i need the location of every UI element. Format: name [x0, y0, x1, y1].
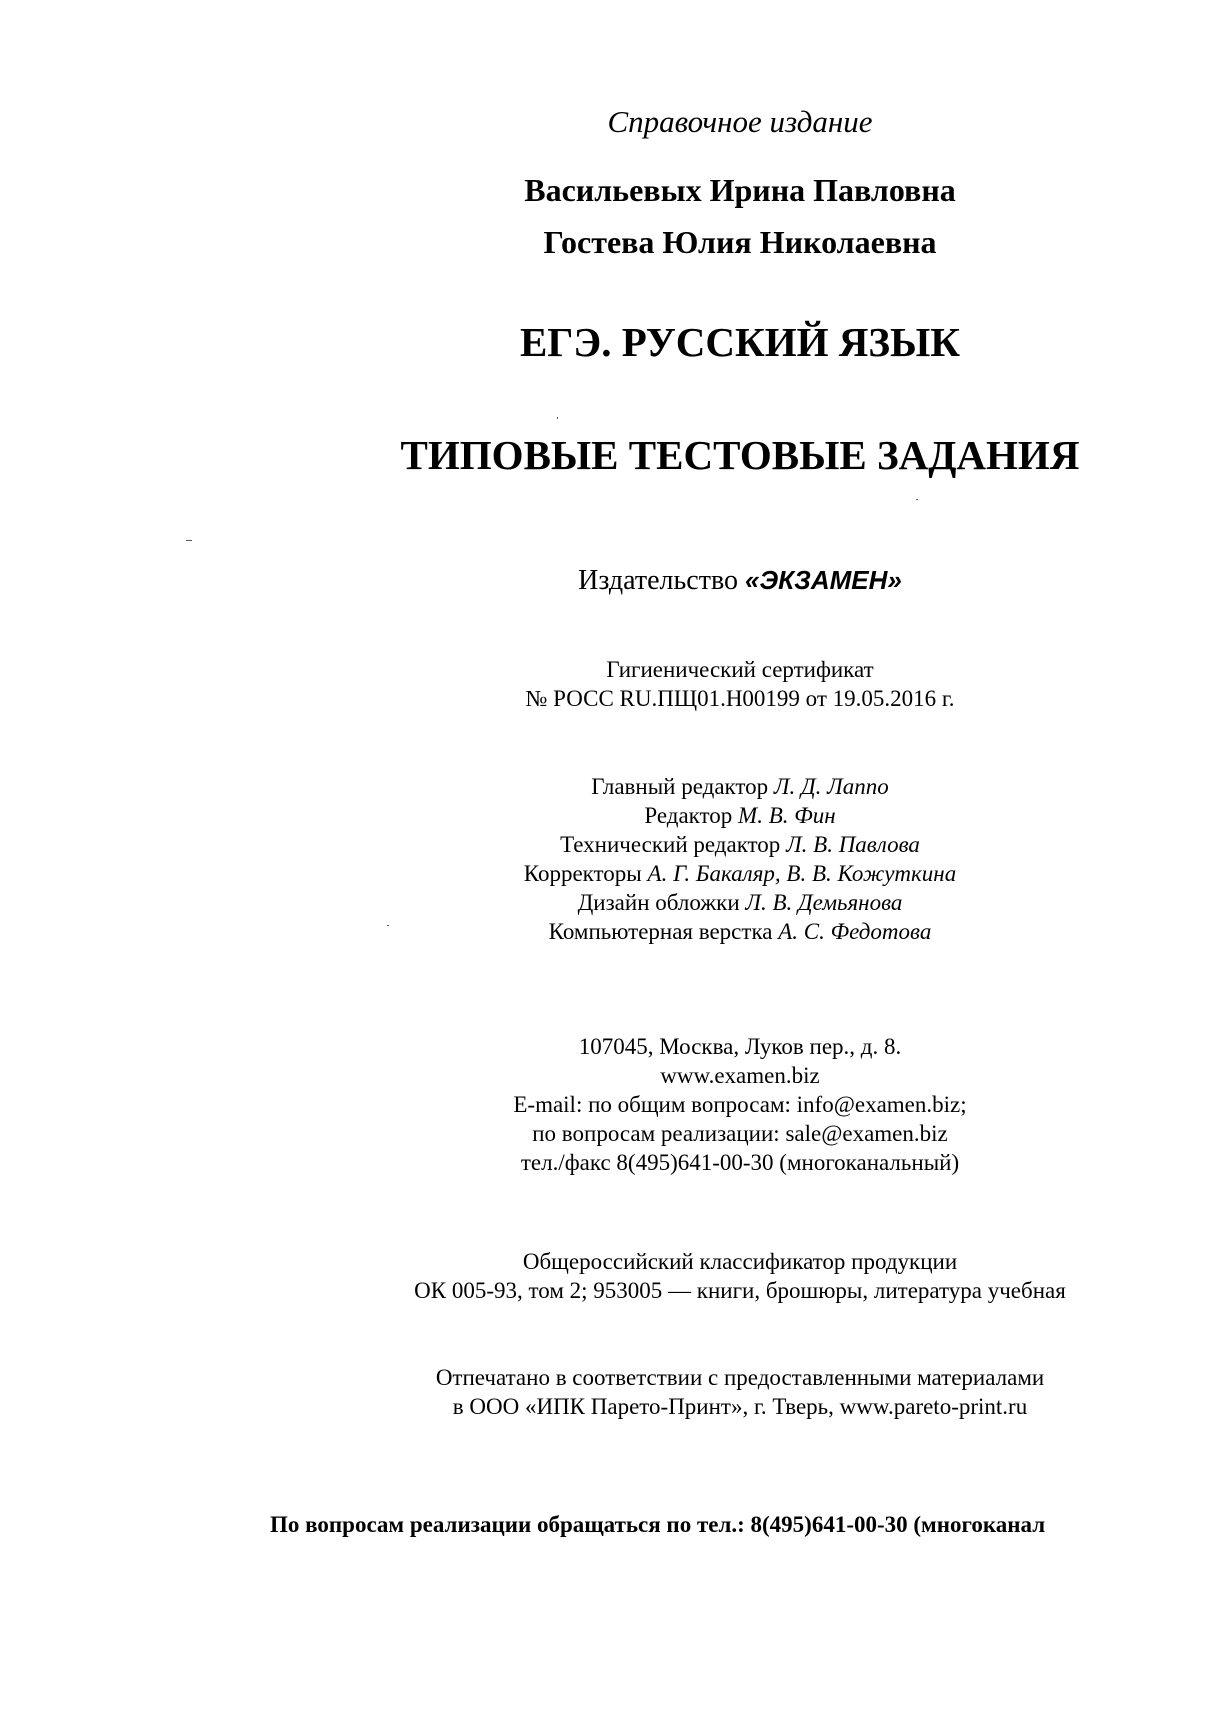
sales-note: По вопросам реализации обращаться по тел.: 8(495)641-00-30 (многоканал — [270, 1512, 1046, 1537]
credit-proofreaders — [360, 861, 1120, 887]
scan-speck — [186, 540, 192, 541]
credit-person: А. С. Федотова — [778, 919, 932, 944]
printed-line-1: Отпечатано в соответствии с предоставленными материалами — [435, 1365, 1045, 1390]
credit-role: Технический редактор — [560, 832, 781, 857]
scan-speck — [916, 499, 918, 500]
classifier-line-1: Общероссийский классификатор продукции — [522, 1249, 958, 1274]
contact-address: 107045, Москва, Луков пер., д. 8. — [578, 1034, 902, 1059]
book-title-line-1: ЕГЭ. РУССКИЙ ЯЗЫК — [519, 319, 961, 365]
credit-person: А. Г. Бакаляр, В. В. Кожуткина — [647, 861, 957, 886]
certificate-line-1: Гигиенический сертификат — [606, 657, 874, 682]
credit-role: Компьютерная верстка — [548, 919, 773, 944]
credit-editor — [360, 803, 1120, 829]
credit-person: Л. Д. Лаппо — [773, 774, 889, 799]
printed-line-2: в ООО «ИПК Парето-Принт», г. Тверь, www.pareto-print.ru — [452, 1394, 1028, 1419]
credit-person: М. В. Фин — [738, 803, 836, 828]
book-title-line-2: ТИПОВЫЕ ТЕСТОВЫЕ ЗАДАНИЯ — [400, 432, 1080, 478]
certificate-line-2: № РОСС RU.ПЩ01.Н00199 от 19.05.2016 г. — [525, 686, 955, 711]
edition-type: Справочное издание — [607, 104, 873, 139]
credit-chief-editor — [360, 774, 1120, 800]
publisher-line — [480, 565, 1000, 597]
contact-phone: тел./факс 8(495)641-00-30 (многоканальный) — [520, 1150, 960, 1175]
contact-email-sales: по вопросам реализации: sale@examen.biz — [532, 1121, 948, 1146]
credit-role: Корректоры — [523, 861, 642, 886]
credit-tech-editor — [360, 832, 1120, 858]
contact-email-general: E-mail: по общим вопросам: info@examen.biz; — [513, 1092, 967, 1117]
scan-speck — [557, 417, 558, 419]
credit-layout — [360, 919, 1120, 945]
publisher-brand: «ЭКЗАМЕН» — [744, 565, 902, 595]
credit-person: Л. В. Демьянова — [745, 890, 903, 915]
credit-person: Л. В. Павлова — [786, 832, 920, 857]
credit-role: Дизайн обложки — [577, 890, 740, 915]
scan-speck — [387, 925, 389, 926]
author-2: Гостева Юлия Николаевна — [543, 224, 937, 260]
credit-role: Редактор — [644, 803, 733, 828]
contact-website: www.examen.biz — [660, 1063, 820, 1088]
publisher-prefix: Издательство — [578, 565, 738, 596]
classifier-line-2: ОК 005-93, том 2; 953005 — книги, брошюры, литература учебная — [414, 1278, 1066, 1303]
author-1: Васильевых Ирина Павловна — [524, 172, 956, 208]
credit-role: Главный редактор — [591, 774, 769, 799]
credit-cover-design — [360, 890, 1120, 916]
